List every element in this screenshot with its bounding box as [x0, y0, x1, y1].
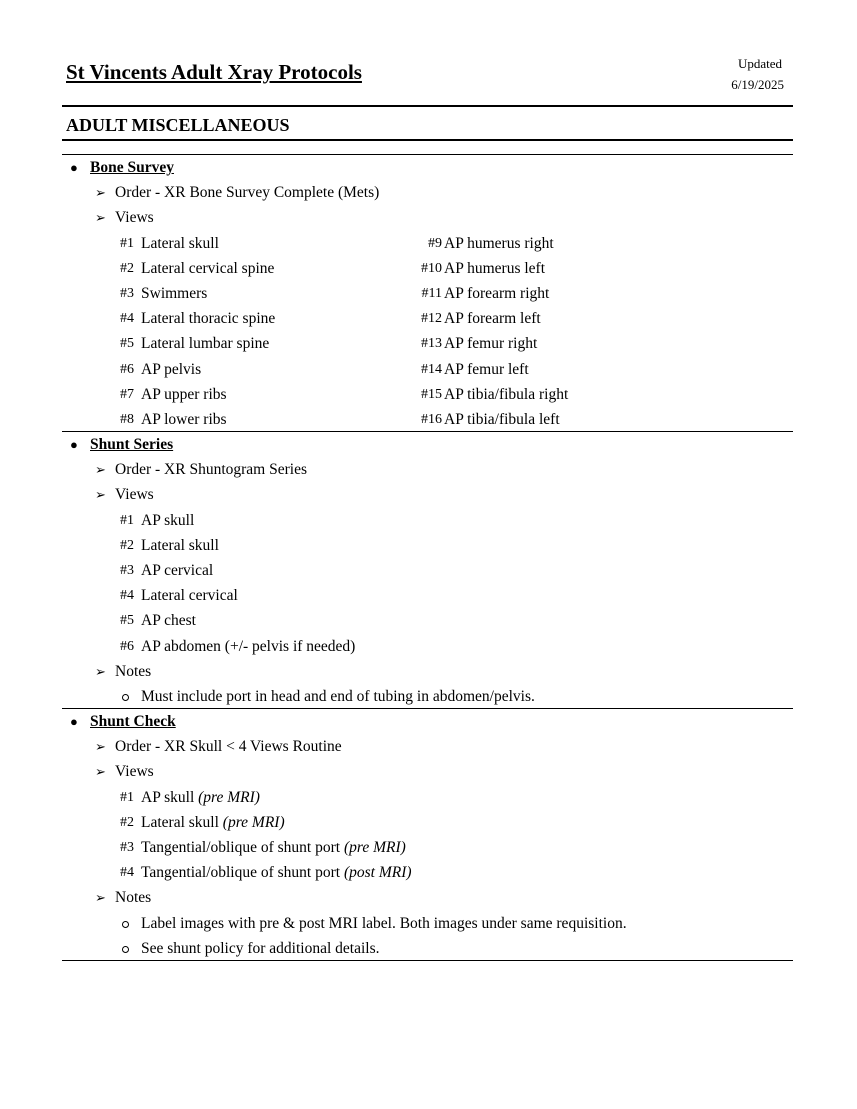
arrow-bullet-icon: ➢	[95, 462, 106, 478]
view-text: AP abdomen (+/- pelvis if needed)	[141, 637, 356, 655]
view-row	[62, 231, 793, 256]
view-text: AP skull	[141, 788, 195, 806]
updated-label: Updated	[737, 56, 782, 71]
view-row	[62, 634, 793, 659]
bone-survey-title: Bone Survey	[90, 159, 174, 176]
header-divider	[62, 105, 793, 107]
note-row	[62, 684, 793, 709]
view-number: #1	[120, 235, 134, 251]
arrow-bullet-icon: ➢	[95, 739, 106, 755]
view-text: Tangential/oblique of shunt port	[141, 838, 341, 856]
view-text-wrapper	[141, 785, 260, 810]
note-text: Label images with pre & post MRI label. Both images under same requisition.	[141, 914, 627, 932]
shunt-series-section	[62, 432, 793, 709]
bullet-icon: ●	[70, 437, 78, 452]
view-row	[62, 810, 793, 835]
note-text: Must include port in head and end of tubing in abdomen/pelvis.	[141, 687, 535, 705]
arrow-bullet-icon: ➢	[95, 185, 106, 201]
circle-bullet-icon	[122, 921, 129, 928]
view-text: AP humerus right	[444, 234, 554, 252]
view-text: AP pelvis	[141, 360, 202, 378]
view-text: AP humerus left	[444, 259, 546, 277]
view-text-wrapper	[141, 860, 412, 885]
shunt-check-notes-label: Notes	[115, 889, 152, 907]
view-text: Lateral cervical	[141, 587, 238, 605]
view-text-wrapper	[141, 810, 285, 835]
view-text-wrapper	[141, 835, 406, 860]
circle-bullet-icon	[122, 946, 129, 953]
view-number: #1	[120, 789, 134, 805]
updated-info	[664, 53, 784, 95]
view-text: Lateral thoracic spine	[141, 310, 276, 328]
view-number: #3	[120, 839, 134, 855]
view-number: #12	[421, 311, 442, 327]
view-number: #8	[120, 411, 134, 427]
arrow-bullet-icon: ➢	[95, 764, 106, 780]
view-qualifier: (pre MRI)	[222, 813, 285, 831]
arrow-bullet-icon: ➢	[95, 210, 106, 226]
view-number: #1	[120, 512, 134, 528]
shunt-check-section	[62, 709, 793, 961]
view-row	[62, 558, 793, 583]
view-qualifier: (pre MRI)	[343, 838, 406, 856]
bone-survey-order: Order - XR Bone Survey Complete (Mets)	[115, 184, 380, 202]
view-text: AP femur left	[444, 360, 529, 378]
view-qualifier: (pre MRI)	[198, 788, 260, 806]
view-number: #6	[120, 361, 134, 377]
view-number: #9	[428, 235, 442, 251]
view-row	[62, 382, 793, 407]
table-bottom-border	[62, 960, 793, 961]
view-number: #4	[120, 311, 134, 327]
view-row	[62, 281, 793, 306]
view-number: #7	[120, 386, 134, 402]
view-text: AP tibia/fibula left	[444, 410, 560, 428]
view-row	[62, 407, 793, 432]
view-number: #15	[421, 386, 442, 402]
view-text: Swimmers	[141, 284, 208, 302]
note-row	[62, 936, 793, 961]
arrow-bullet-icon: ➢	[95, 487, 106, 503]
view-number: #2	[120, 537, 134, 553]
view-text: AP cervical	[141, 561, 214, 579]
view-number: #3	[120, 285, 134, 301]
view-text: Lateral skull	[141, 234, 219, 252]
view-text: Tangential/oblique of shunt port	[141, 864, 341, 882]
view-row	[62, 357, 793, 382]
view-qualifier: (post MRI)	[343, 864, 412, 882]
view-row	[62, 785, 793, 810]
updated-date: 6/19/2025	[731, 77, 784, 92]
view-number: #2	[120, 814, 134, 830]
view-number: #5	[120, 336, 134, 352]
shunt-series-views-label: Views	[115, 486, 154, 504]
view-number: #6	[120, 638, 134, 654]
view-row	[62, 306, 793, 331]
note-text: See shunt policy for additional details.	[141, 939, 380, 957]
shunt-check-order: Order - XR Skull < 4 Views Routine	[115, 738, 342, 756]
view-text: AP skull	[141, 511, 195, 529]
view-text: AP chest	[141, 612, 196, 630]
view-number: #14	[421, 361, 442, 377]
view-text: AP lower ribs	[141, 410, 227, 428]
arrow-bullet-icon: ➢	[95, 663, 106, 679]
section-heading: ADULT MISCELLANEOUS	[66, 115, 290, 135]
bullet-icon: ●	[70, 714, 78, 729]
view-row	[62, 331, 793, 356]
arrow-bullet-icon: ➢	[95, 890, 106, 906]
shunt-series-title: Shunt Series	[90, 436, 174, 453]
shunt-series-notes-label: Notes	[115, 662, 152, 680]
view-row	[62, 533, 793, 558]
view-text: AP upper ribs	[141, 385, 227, 403]
view-row	[62, 583, 793, 608]
view-number: #2	[120, 260, 134, 276]
shunt-check-views-label: Views	[115, 763, 154, 781]
view-number: #10	[421, 260, 442, 276]
view-text: Lateral skull	[141, 813, 219, 831]
shunt-series-order: Order - XR Shuntogram Series	[115, 461, 307, 479]
view-text: AP forearm right	[444, 284, 550, 302]
view-row	[62, 608, 793, 633]
view-number: #16	[421, 411, 442, 427]
view-text: Lateral cervical spine	[141, 259, 275, 277]
view-text: AP femur right	[444, 335, 538, 353]
view-number: #4	[120, 588, 134, 604]
bone-survey-views-label: Views	[115, 209, 154, 227]
view-row	[62, 835, 793, 860]
circle-bullet-icon	[122, 694, 129, 701]
view-text: AP forearm left	[444, 310, 541, 328]
shunt-check-title: Shunt Check	[90, 713, 176, 730]
view-number: #5	[120, 613, 134, 629]
note-row	[62, 911, 793, 936]
view-number: #11	[421, 285, 442, 301]
view-number: #3	[120, 562, 134, 578]
view-text: AP tibia/fibula right	[444, 385, 569, 403]
view-text: Lateral skull	[141, 536, 219, 554]
view-text: Lateral lumbar spine	[141, 335, 270, 353]
view-number: #13	[421, 336, 442, 352]
view-row	[62, 508, 793, 533]
bullet-icon: ●	[70, 160, 78, 175]
view-number: #4	[120, 865, 134, 881]
section-heading-divider	[62, 139, 793, 141]
document-title: St Vincents Adult Xray Protocols	[66, 60, 362, 84]
bone-survey-section	[62, 155, 793, 432]
view-row	[62, 256, 793, 281]
view-row	[62, 860, 793, 885]
